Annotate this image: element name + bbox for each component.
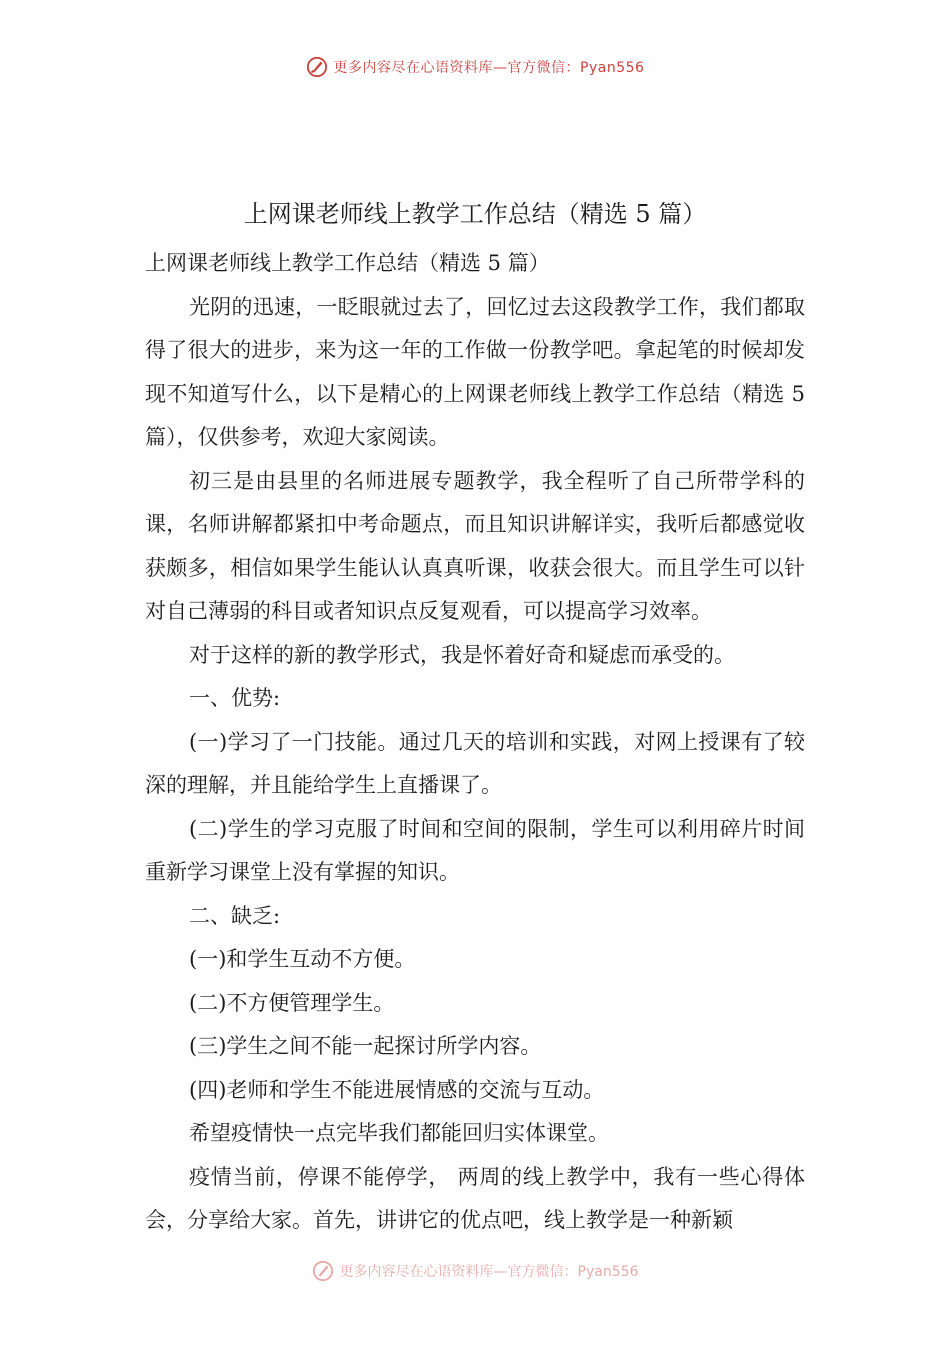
body-paragraph: 初三是由县里的名师进展专题教学，我全程听了自己所带学科的课，名师讲解都紧扣中考命题点，而且知识讲解详实，我听后都感觉收获颇多，相信如果学生能认认真真听课，收获会很大。而且学生可以针对自己薄弱的科目或者知识点反复观看，可以提高学习效率。 bbox=[145, 468, 805, 623]
body-paragraph: 光阴的迅速，一眨眼就过去了，回忆过去这段教学工作，我们都取得了很大的进步，来为这一年的工作做一份教学吧。拿起笔的时候却发现不知道写什么，以下是精心的上网课老师线上教学工作总结（精选 5 篇），仅供参考，欢迎大家阅读。 bbox=[145, 294, 805, 449]
document-title: 上网课老师线上教学工作总结（精选 5 篇） bbox=[243, 200, 707, 228]
list-item: (二)学生的学习克服了时间和空间的限制，学生可以利用碎片时间重新学习课堂上没有掌握的知识。 bbox=[145, 816, 805, 884]
section-heading-shortcomings: 二、缺乏: bbox=[189, 903, 281, 928]
subtitle-paragraph: 上网课老师线上教学工作总结（精选 5 篇） bbox=[145, 251, 550, 275]
footer-watermark-text: 更多内容尽在心语资料库—官方微信：Pyan556 bbox=[339, 1264, 639, 1280]
list-item: (四)老师和学生不能进展情感的交流与互动。 bbox=[189, 1077, 605, 1102]
footer-watermark bbox=[0, 1260, 950, 1282]
list-item: (二)不方便管理学生。 bbox=[189, 990, 395, 1015]
list-item: (三)学生之间不能一起探讨所学内容。 bbox=[189, 1034, 542, 1058]
body-paragraph: 对于这样的新的教学形式，我是怀着好奇和疑虑而承受的。 bbox=[189, 642, 735, 667]
list-item: (一)学习了一门技能。通过几天的培训和实践，对网上授课有了较深的理解，并且能给学生上直播课了。 bbox=[145, 729, 805, 797]
document-body bbox=[145, 242, 805, 1243]
body-paragraph: 疫情当前，停课不能停学， 两周的线上教学中，我有一些心得体会，分享给大家。首先，讲讲它的优点吧，线上教学是一种新颖 bbox=[145, 1164, 805, 1232]
header-banner-text[interactable]: 更多内容尽在心语资料库—官方微信：Pyan556 bbox=[333, 60, 645, 76]
header-banner bbox=[0, 56, 950, 78]
section-heading-advantages: 一、优势: bbox=[189, 686, 281, 710]
body-paragraph: 希望疫情快一点完毕我们都能回归实体课堂。 bbox=[189, 1121, 609, 1145]
quill-logo-icon bbox=[306, 56, 328, 78]
quill-logo-icon bbox=[312, 1260, 334, 1282]
list-item: (一)和学生互动不方便。 bbox=[189, 947, 416, 971]
